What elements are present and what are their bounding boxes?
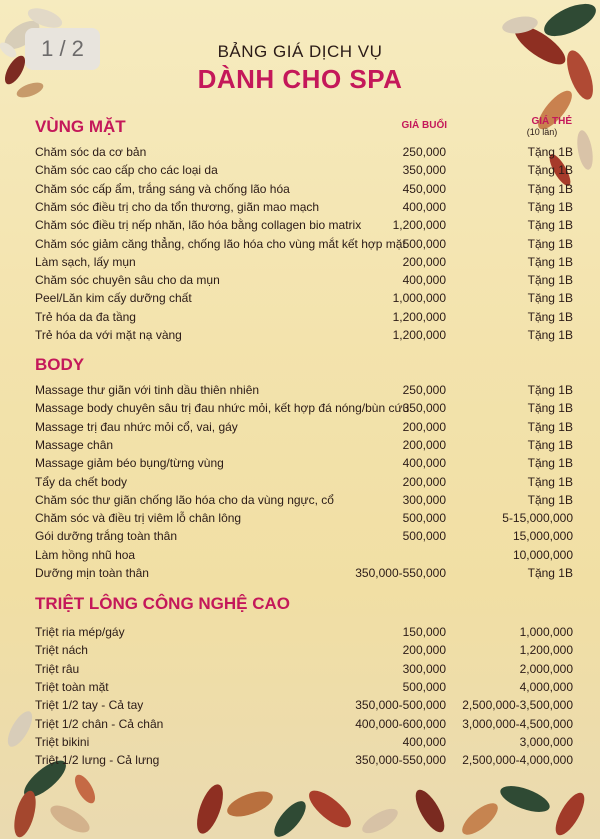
service-name: Massage giảm béo bụng/từng vùng bbox=[35, 456, 224, 471]
service-name: Trẻ hóa da đa tầng bbox=[35, 309, 136, 324]
price-row bbox=[35, 182, 573, 200]
price-row bbox=[35, 529, 573, 547]
session-price: 400,000 bbox=[402, 273, 446, 288]
card-price: 1,000,000 bbox=[519, 625, 573, 639]
price-row bbox=[35, 717, 573, 735]
page-title-line1: BẢNG GIÁ DỊCH VỤ bbox=[217, 42, 383, 61]
card-price: Tặng 1B bbox=[527, 236, 573, 251]
card-price: Tặng 1B bbox=[527, 273, 573, 288]
card-price: Tặng 1B bbox=[527, 218, 573, 233]
page-indicator-badge: 1 / 2 bbox=[25, 28, 100, 70]
card-price: 2,500,000-3,500,000 bbox=[462, 698, 573, 713]
price-row bbox=[35, 255, 573, 273]
price-row bbox=[35, 566, 573, 584]
card-price: 3,000,000-4,500,000 bbox=[462, 716, 573, 731]
price-row bbox=[35, 698, 573, 716]
price-row bbox=[35, 625, 573, 643]
column-header-card-price-label: GIÁ THẺ bbox=[531, 116, 572, 127]
service-name: Massage trị đau nhức mỏi cổ, vai, gáy bbox=[35, 419, 238, 434]
session-price: 200,000 bbox=[402, 474, 446, 489]
service-name: Chăm sóc cấp ẩm, trắng sáng và chống lão hóa bbox=[35, 181, 290, 196]
section-title-hair-removal: TRIỆT LÔNG CÔNG NGHỆ CAO bbox=[35, 594, 290, 613]
price-row bbox=[35, 548, 573, 566]
service-name: Chăm sóc cao cấp cho các loại da bbox=[35, 163, 218, 178]
service-name: Triệt bikini bbox=[35, 734, 90, 749]
price-row bbox=[35, 643, 573, 661]
session-price: 500,000 bbox=[402, 679, 446, 694]
service-name: Chăm sóc da cơ bản bbox=[35, 145, 147, 159]
price-row bbox=[35, 291, 573, 309]
session-price: 200,000 bbox=[402, 437, 446, 452]
session-price: 250,000 bbox=[402, 145, 446, 159]
price-row bbox=[35, 735, 573, 753]
price-row bbox=[35, 456, 573, 474]
service-name: Triệt râu bbox=[35, 661, 80, 676]
service-name: Triệt 1/2 tay - Cả tay bbox=[35, 698, 144, 713]
price-row bbox=[35, 237, 573, 255]
card-price: 1,200,000 bbox=[519, 643, 573, 658]
price-row bbox=[35, 753, 573, 771]
session-price: 400,000 bbox=[402, 734, 446, 749]
card-price: Tặng 1B bbox=[527, 492, 573, 507]
session-price: 300,000 bbox=[402, 492, 446, 507]
session-price: 1,200,000 bbox=[392, 328, 446, 342]
session-price: 1,200,000 bbox=[392, 218, 446, 233]
service-name: Làm hồng nhũ hoa bbox=[35, 547, 136, 562]
price-row bbox=[35, 662, 573, 680]
session-price: 250,000 bbox=[402, 383, 446, 397]
session-price: 500,000 bbox=[402, 511, 446, 526]
service-name: Trẻ hóa da với mặt nạ vàng bbox=[35, 328, 182, 342]
price-row bbox=[35, 200, 573, 218]
price-row bbox=[35, 438, 573, 456]
session-price: 300,000 bbox=[402, 661, 446, 676]
session-price: 200,000 bbox=[402, 254, 446, 269]
service-name: Chăm sóc điều trị cho da tổn thương, giãn mao mạch bbox=[35, 199, 320, 214]
session-price: 400,000-600,000 bbox=[355, 716, 446, 731]
card-price: Tặng 1B bbox=[527, 401, 573, 416]
session-price: 350,000-550,000 bbox=[355, 566, 446, 580]
service-name: Triệt ria mép/gáy bbox=[35, 625, 125, 639]
session-price: 350,000-550,000 bbox=[355, 753, 446, 768]
card-price: Tặng 1B bbox=[527, 328, 573, 342]
service-name: Massage thư giãn với tinh dầu thiên nhiên bbox=[35, 383, 260, 397]
card-price: Tặng 1B bbox=[527, 291, 573, 306]
price-row bbox=[35, 511, 573, 529]
card-price: Tặng 1B bbox=[527, 163, 573, 178]
service-name: Chăm sóc điều trị nếp nhăn, lão hóa bằng collagen bio matrix bbox=[35, 218, 362, 233]
session-price: 200,000 bbox=[402, 419, 446, 434]
section-title-face: VÙNG MẶT bbox=[35, 117, 126, 136]
session-price: 350,000 bbox=[402, 163, 446, 178]
card-price: 5-15,000,000 bbox=[502, 511, 573, 526]
service-name: Chăm sóc và điều trị viêm lỗ chân lông bbox=[35, 511, 242, 526]
price-row bbox=[35, 145, 573, 163]
card-price: 10,000,000 bbox=[512, 547, 573, 562]
service-name: Triệt 1/2 chân - Cả chân bbox=[35, 716, 164, 731]
service-name: Triệt 1/2 lưng - Cả lưng bbox=[35, 753, 160, 768]
service-name: Massage chân bbox=[35, 437, 114, 452]
price-row bbox=[35, 163, 573, 181]
card-price: Tặng 1B bbox=[527, 474, 573, 489]
session-price: 1,200,000 bbox=[392, 309, 446, 324]
card-price: 2,500,000-4,000,000 bbox=[462, 753, 573, 768]
session-price: 1,000,000 bbox=[392, 291, 446, 306]
card-price: Tặng 1B bbox=[527, 456, 573, 471]
session-price: 400,000 bbox=[402, 456, 446, 471]
card-price: 4,000,000 bbox=[519, 679, 573, 694]
service-name: Chăm sóc giảm căng thẳng, chống lão hóa cho vùng mắt kết hợp mặt bbox=[35, 236, 406, 251]
price-row bbox=[35, 383, 573, 401]
price-row bbox=[35, 475, 573, 493]
price-row bbox=[35, 310, 573, 328]
card-price: Tặng 1B bbox=[527, 437, 573, 452]
session-price: 150,000 bbox=[402, 625, 446, 639]
card-price: 2,000,000 bbox=[519, 661, 573, 676]
price-row bbox=[35, 680, 573, 698]
service-name: Chăm sóc thư giãn chống lão hóa cho da vùng ngực, cổ bbox=[35, 492, 334, 507]
session-price: 200,000 bbox=[402, 643, 446, 658]
card-price: Tặng 1B bbox=[527, 419, 573, 434]
card-price: Tặng 1B bbox=[527, 145, 573, 159]
card-price: Tặng 1B bbox=[527, 383, 573, 397]
page-title-line2: DÀNH CHO SPA bbox=[197, 64, 403, 94]
card-price: Tặng 1B bbox=[527, 199, 573, 214]
session-price: 350,000-500,000 bbox=[355, 698, 446, 713]
session-price: 350,000 bbox=[402, 401, 446, 416]
service-name: Triệt nách bbox=[35, 643, 88, 658]
card-price: Tặng 1B bbox=[527, 181, 573, 196]
service-name: Massage body chuyên sâu trị đau nhức mỏi, kết hợp đá nóng/bùn cứu bbox=[35, 401, 410, 416]
service-name: Peel/Lăn kim cấy dưỡng chất bbox=[35, 291, 192, 306]
card-price: 3,000,000 bbox=[519, 734, 573, 749]
column-header-card-price bbox=[512, 116, 572, 137]
price-row bbox=[35, 493, 573, 511]
column-header-card-price-sub: (10 lần) bbox=[526, 127, 558, 137]
session-price: 400,000 bbox=[402, 199, 446, 214]
section-title-body: BODY bbox=[35, 355, 85, 374]
card-price: Tặng 1B bbox=[527, 309, 573, 324]
price-row bbox=[35, 218, 573, 236]
service-name: Chăm sóc chuyên sâu cho da mụn bbox=[35, 273, 220, 288]
service-name: Làm sạch, lấy mụn bbox=[35, 254, 136, 269]
card-price: Tặng 1B bbox=[527, 566, 573, 580]
session-price: 500,000 bbox=[402, 236, 446, 251]
column-header-session-price: GIÁ BUỔI bbox=[401, 120, 447, 131]
card-price: 15,000,000 bbox=[512, 529, 573, 544]
service-name: Tẩy da chết body bbox=[35, 474, 128, 489]
price-row bbox=[35, 401, 573, 419]
price-row bbox=[35, 420, 573, 438]
price-row bbox=[35, 328, 573, 346]
session-price: 450,000 bbox=[402, 181, 446, 196]
session-price: 500,000 bbox=[402, 529, 446, 544]
price-row bbox=[35, 273, 573, 291]
card-price: Tặng 1B bbox=[527, 254, 573, 269]
service-name: Triệt toàn mặt bbox=[35, 679, 109, 694]
service-name: Dưỡng mịn toàn thân bbox=[35, 566, 149, 580]
service-name: Gói dưỡng trắng toàn thân bbox=[35, 529, 177, 544]
